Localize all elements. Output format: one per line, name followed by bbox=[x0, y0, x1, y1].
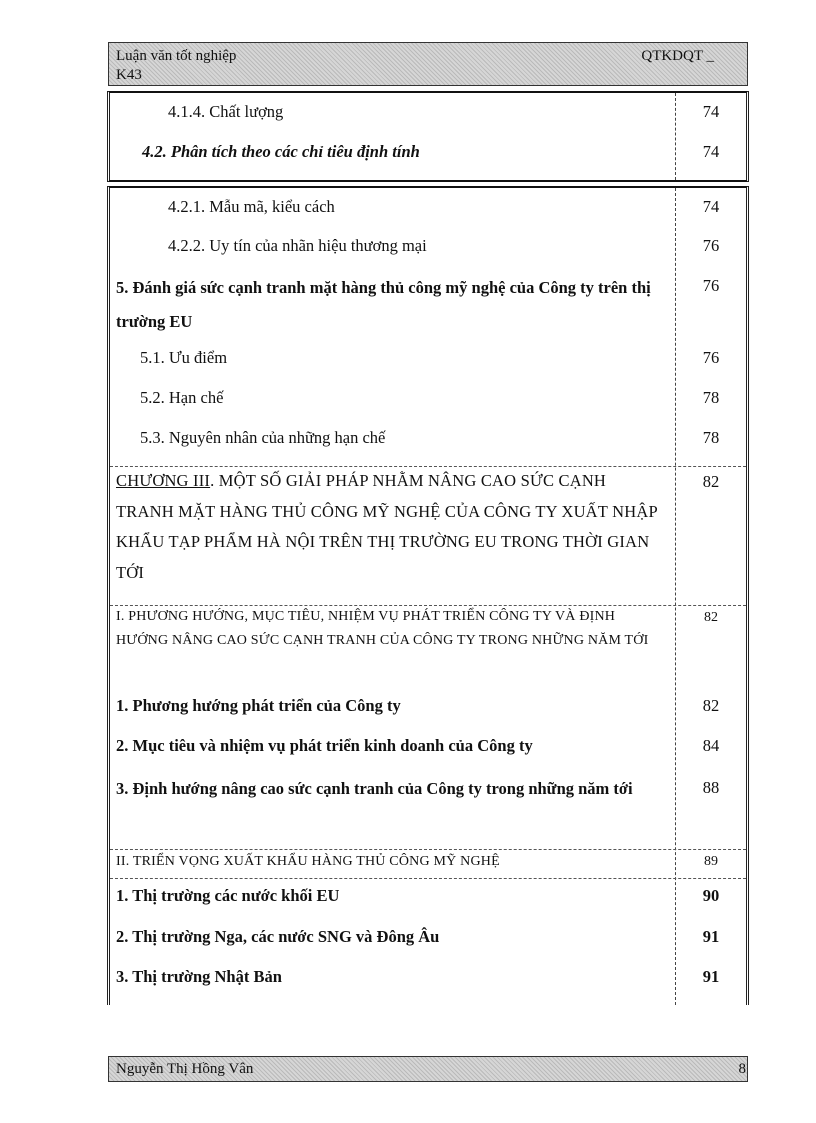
toc-table-top bbox=[107, 91, 749, 182]
toc-entry-text: 4.2.1. Mẫu mã, kiểu cách bbox=[168, 197, 335, 216]
toc-entry-page: 91 bbox=[702, 967, 720, 986]
toc-entry-text: 3. Thị trường Nhật Bản bbox=[116, 967, 282, 986]
toc-entry-text: 2. Thị trường Nga, các nước SNG và Đông Âu bbox=[116, 927, 440, 946]
toc-row-chapter bbox=[110, 466, 746, 607]
toc-entry-page: 78 bbox=[702, 428, 720, 447]
toc-entry-page: 76 bbox=[702, 276, 720, 295]
toc-entry-text: 2. Mục tiêu và nhiệm vụ phát triển kinh doanh của Công ty bbox=[116, 736, 533, 755]
footer-author: Nguyễn Thị Hồng Vân bbox=[116, 1061, 254, 1077]
toc-entry-page: 74 bbox=[702, 102, 720, 121]
page-footer bbox=[108, 1056, 748, 1082]
toc-entry-page: 84 bbox=[702, 736, 720, 755]
page-header bbox=[108, 42, 748, 86]
toc-entry-page: 74 bbox=[702, 142, 720, 161]
toc-table-main bbox=[107, 186, 749, 1005]
toc-entry-page: 82 bbox=[702, 472, 720, 491]
toc-entry-text: 4.2. Phân tích theo các chỉ tiêu định tính bbox=[142, 142, 420, 161]
toc-entry-text: 5. Đánh giá sức cạnh tranh mặt hàng thủ công mỹ nghệ của Công ty trên thị trường EU bbox=[116, 278, 651, 331]
toc-entry-page: 88 bbox=[702, 778, 720, 797]
toc-entry-page: 82 bbox=[704, 610, 718, 625]
toc-entry-text: 5.2. Hạn chế bbox=[140, 388, 224, 407]
toc-entry-text: II. TRIỂN VỌNG XUẤT KHẨU HÀNG THỦ CÔNG MỸ NGHỆ bbox=[116, 854, 500, 869]
chapter-label: CHƯƠNG III bbox=[116, 471, 211, 490]
toc-row bbox=[110, 849, 746, 878]
toc-entry-page: 89 bbox=[704, 854, 718, 869]
toc-entry-page: 76 bbox=[702, 236, 720, 255]
toc-entry-text bbox=[116, 466, 660, 588]
toc-entry-text: 4.1.4. Chất lượng bbox=[168, 102, 284, 121]
toc-entry-text: 3. Định hướng nâng cao sức cạnh tranh của Công ty trong những năm tới bbox=[116, 779, 633, 798]
toc-entry-page: 90 bbox=[702, 886, 720, 905]
toc-entry-text: 1. Phương hướng phát triển của Công ty bbox=[116, 696, 401, 715]
toc-entry-page: 82 bbox=[702, 696, 720, 715]
footer-page-number: 8 bbox=[738, 1061, 746, 1077]
toc-entry-text: 1. Thị trường các nước khối EU bbox=[116, 886, 340, 905]
toc-row bbox=[110, 878, 746, 905]
toc-entry-page: 76 bbox=[702, 348, 720, 367]
toc-entry-text: 4.2.2. Uy tín của nhãn hiệu thương mại bbox=[168, 236, 427, 255]
toc-entry-page: 78 bbox=[702, 388, 720, 407]
toc-entry-text: 5.1. Ưu điểm bbox=[140, 348, 228, 367]
toc-entry-text: I. PHƯƠNG HƯỚNG, MỤC TIÊU, NHIỆM VỤ PHÁT TRIỂN CÔNG TY VÀ ĐỊNH HƯỚNG NÂNG CAO SỨC CẠNH TRANH CỦA CÔNG TY TRONG NHỮNG NĂM TỚI bbox=[116, 609, 649, 648]
header-title: Luận văn tốt nghiệp bbox=[116, 48, 237, 64]
header-course-code: QTKDQT _ bbox=[641, 48, 714, 64]
toc-row bbox=[110, 97, 746, 127]
toc-entry-page: 74 bbox=[702, 197, 720, 216]
header-class: K43 bbox=[116, 67, 142, 83]
chapter-title: . MỘT SỐ GIẢI PHÁP NHẰM NÂNG CAO SỨC CẠNH TRANH MẶT HÀNG THỦ CÔNG MỸ NGHỆ CỦA CÔNG TY XUẤT NHẬP KHẨU TẠP PHẨM HÀ NỘI TRÊN THỊ TRƯỜNG EU TRONG THỜI GIAN TỚI bbox=[116, 471, 658, 582]
toc-row bbox=[110, 605, 746, 686]
toc-entry-text: 5.3. Nguyên nhân của những hạn chế bbox=[140, 428, 386, 447]
toc-row bbox=[110, 137, 746, 167]
toc-entry-page: 91 bbox=[702, 927, 720, 946]
